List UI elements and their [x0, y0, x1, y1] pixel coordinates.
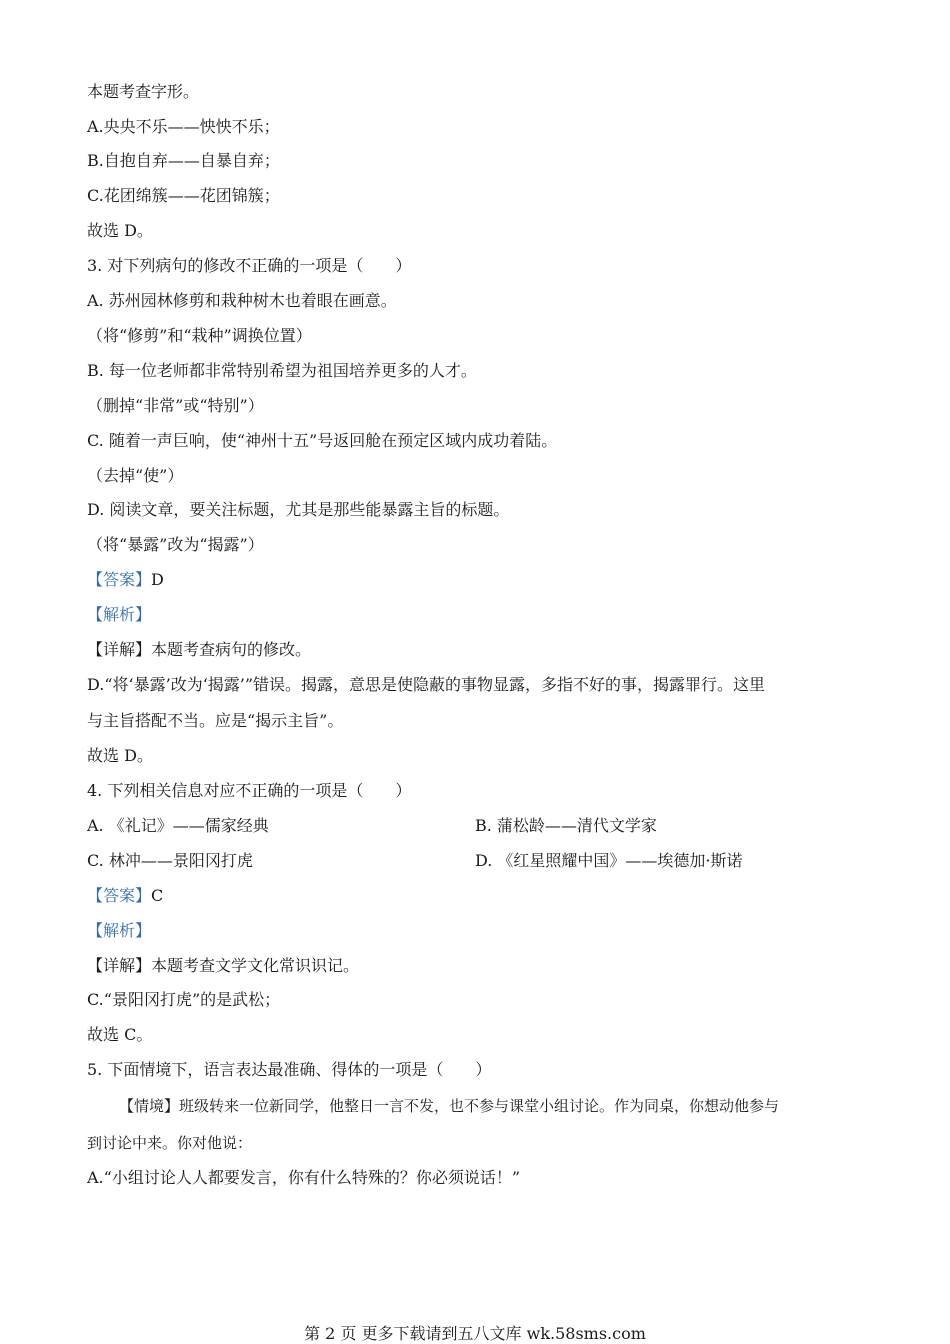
detail-line: C.“景阳冈打虎”的是武松；: [87, 990, 281, 1009]
detail-line: 与主旨搭配不当。应是“揭示主旨”。: [87, 711, 344, 730]
option-a: A.“小组讨论人人都要发言，你有什么特殊的？你必须说话！”: [87, 1168, 521, 1187]
text-line: C.花团绵簇——花团锦簇；: [87, 186, 280, 205]
option-row: [87, 816, 870, 836]
page-footer: 第 2 页 更多下载请到五八文库 wk.58sms.com: [304, 1324, 646, 1343]
option-a: A. 《礼记》——儒家经典: [87, 816, 269, 835]
answer-tag: 【答案】: [87, 886, 152, 905]
answer-line: [87, 570, 870, 590]
text-line: B.自抱自弃——自暴自弃；: [87, 151, 280, 170]
option-c: C. 随着一声巨响，使“神州十五”号返回舱在预定区域内成功着陆。: [87, 431, 558, 450]
conclusion-line: 故选 D。: [87, 746, 153, 765]
analysis-tag: 【解析】: [87, 605, 152, 624]
question-3: 3. 对下列病句的修改不正确的一项是（ ）: [87, 256, 412, 275]
situation-text: 到讨论中来。你对他说：: [87, 1134, 253, 1152]
option-a: A. 苏州园林修剪和栽种树木也着眼在画意。: [87, 291, 397, 310]
answer-tag: 【答案】: [87, 570, 152, 589]
option-note: （将“暴露”改为“揭露”）: [87, 535, 264, 554]
option-b: B. 蒲松龄——清代文学家: [475, 816, 657, 835]
option-row: [87, 851, 870, 871]
situation-text: 【情境】班级转来一位新同学，他整日一言不发，也不参与课堂小组讨论。作为同桌，你想动他参与: [119, 1097, 780, 1115]
question-5: 5. 下面情境下，语言表达最准确、得体的一项是（ ）: [87, 1060, 492, 1079]
option-c: C. 林冲——景阳冈打虎: [87, 851, 253, 870]
text-line: 本题考查字形。: [87, 82, 200, 101]
option-d: D. 《红星照耀中国》——埃德加·斯诺: [475, 851, 743, 870]
analysis-tag: 【解析】: [87, 921, 152, 940]
conclusion-line: 故选 C。: [87, 1025, 153, 1044]
option-note: （去掉“使”）: [87, 466, 184, 485]
option-d: D. 阅读文章，要关注标题，尤其是那些能暴露主旨的标题。: [87, 500, 510, 519]
detail-line: 【详解】本题考查文学文化常识识记。: [87, 956, 360, 975]
answer-value: C: [151, 886, 164, 905]
option-b: B. 每一位老师都非常特别希望为祖国培养更多的人才。: [87, 361, 477, 380]
detail-line: 【详解】本题考查病句的修改。: [87, 640, 312, 659]
answer-value: D: [151, 570, 164, 589]
text-line: A.央央不乐——怏怏不乐；: [87, 117, 280, 136]
detail-line: D.“将‘暴露’改为‘揭露’”错误。揭露，意思是使隐蔽的事物显露，多指不好的事，揭露罪行。这里: [87, 675, 766, 694]
question-4: 4. 下列相关信息对应不正确的一项是（ ）: [87, 781, 412, 800]
option-note: （删掉“非常”或“特别”）: [87, 396, 264, 415]
answer-line: [87, 886, 870, 906]
option-note: （将“修剪”和“栽种”调换位置）: [87, 326, 312, 345]
text-line: 故选 D。: [87, 221, 153, 240]
